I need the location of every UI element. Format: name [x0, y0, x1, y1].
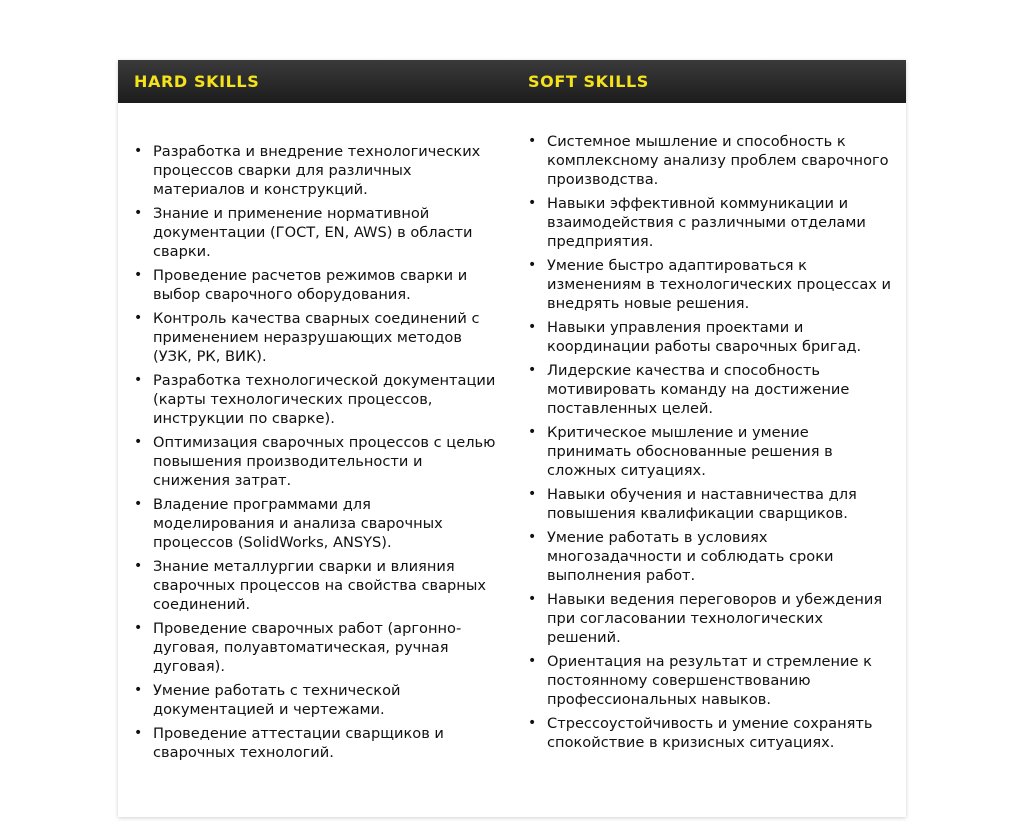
bullet-icon: •	[528, 133, 537, 149]
hard-skill-text: Проведение сварочных работ (аргонно-дуговая, полуавтоматическая, ручная дуговая).	[153, 620, 462, 675]
bullet-icon: •	[134, 372, 143, 388]
table-header	[118, 60, 906, 103]
bullet-icon: •	[134, 310, 143, 326]
list-item	[134, 495, 496, 552]
hard-skill-text: Знание и применение нормативной документации (ГОСТ, EN, AWS) в области сварки.	[153, 205, 473, 260]
bullet-icon: •	[134, 682, 143, 698]
soft-skill-text: Умение работать в условиях многозадачности и соблюдать сроки выполнения работ.	[547, 529, 834, 584]
list-item	[134, 266, 496, 304]
hard-skill-text: Контроль качества сварных соединений с применением неразрушающих методов (УЗК, РК, ВИК).	[153, 310, 480, 365]
soft-skill-text: Умение быстро адаптироваться к изменениям в технологических процессах и внедрять новые решения.	[547, 257, 892, 312]
list-item	[528, 714, 894, 752]
bullet-icon: •	[134, 496, 143, 512]
soft-skill-text: Навыки управления проектами и координации работы сварочных бригад.	[547, 319, 862, 355]
hard-skill-text: Знание металлургии сварки и влияния сварочных процессов на свойства сварных соединений.	[153, 558, 486, 613]
list-item	[528, 652, 894, 709]
soft-skill-text: Стрессоустойчивость и умение сохранять спокойствие в кризисных ситуациях.	[547, 715, 873, 751]
list-item	[134, 142, 496, 199]
list-item	[528, 485, 894, 523]
list-item	[134, 724, 496, 762]
bullet-icon: •	[528, 195, 537, 211]
soft-skill-text: Критическое мышление и умение принимать обоснованные решения в сложных ситуациях.	[547, 424, 833, 479]
list-item	[134, 371, 496, 428]
bullet-icon: •	[134, 620, 143, 636]
soft-skill-text: Системное мышление и способность к комплексному анализу проблем сварочного производства.	[547, 133, 889, 188]
list-item	[134, 204, 496, 261]
bullet-icon: •	[134, 143, 143, 159]
soft-skill-text: Навыки ведения переговоров и убеждения при согласовании технологических решений.	[547, 591, 883, 646]
list-item	[528, 590, 894, 647]
list-item	[134, 309, 496, 366]
bullet-icon: •	[134, 558, 143, 574]
hard-skill-text: Проведение расчетов режимов сварки и выбор сварочного оборудования.	[153, 267, 468, 303]
list-item	[528, 423, 894, 480]
bullet-icon: •	[528, 486, 537, 502]
bullet-icon: •	[528, 424, 537, 440]
bullet-icon: •	[134, 267, 143, 283]
hard-skill-text: Проведение аттестации сварщиков и сварочных технологий.	[153, 725, 444, 761]
bullet-icon: •	[528, 257, 537, 273]
hard-skill-text: Разработка и внедрение технологических процессов сварки для различных материалов и конструкций.	[153, 143, 481, 198]
hard-skills-heading: HARD SKILLS	[134, 72, 260, 91]
list-item	[528, 194, 894, 251]
list-item	[528, 256, 894, 313]
list-item	[134, 433, 496, 490]
list-item	[134, 681, 496, 719]
soft-skill-text: Навыки эффективной коммуникации и взаимодействия с различными отделами предприятия.	[547, 195, 866, 250]
list-item	[134, 557, 496, 614]
list-item	[528, 528, 894, 585]
hard-skill-text: Умение работать с технической документацией и чертежами.	[153, 682, 401, 718]
soft-skill-text: Лидерские качества и способность мотивировать команду на достижение поставленных целей.	[547, 362, 850, 417]
list-item	[528, 361, 894, 418]
hard-skill-text: Разработка технологической документации (карты технологических процессов, инструкции по сварке).	[153, 372, 496, 427]
soft-skills-heading: SOFT SKILLS	[528, 72, 649, 91]
soft-skills-list	[528, 132, 894, 757]
bullet-icon: •	[134, 725, 143, 741]
bullet-icon: •	[528, 319, 537, 335]
bullet-icon: •	[528, 529, 537, 545]
list-item	[528, 318, 894, 356]
bullet-icon: •	[134, 434, 143, 450]
soft-skill-text: Ориентация на результат и стремление к постоянному совершенствованию профессиональных навыков.	[547, 653, 872, 708]
bullet-icon: •	[528, 591, 537, 607]
skills-table	[118, 60, 906, 817]
hard-skill-text: Владение программами для моделирования и анализа сварочных процессов (SolidWorks, ANSYS).	[153, 496, 443, 551]
bullet-icon: •	[528, 715, 537, 731]
bullet-icon: •	[134, 205, 143, 221]
bullet-icon: •	[528, 653, 537, 669]
list-item	[134, 619, 496, 676]
list-item	[528, 132, 894, 189]
hard-skills-list	[134, 142, 496, 767]
hard-skill-text: Оптимизация сварочных процессов с целью повышения производительности и снижения затрат.	[153, 434, 496, 489]
soft-skill-text: Навыки обучения и наставничества для повышения квалификации сварщиков.	[547, 486, 857, 522]
bullet-icon: •	[528, 362, 537, 378]
